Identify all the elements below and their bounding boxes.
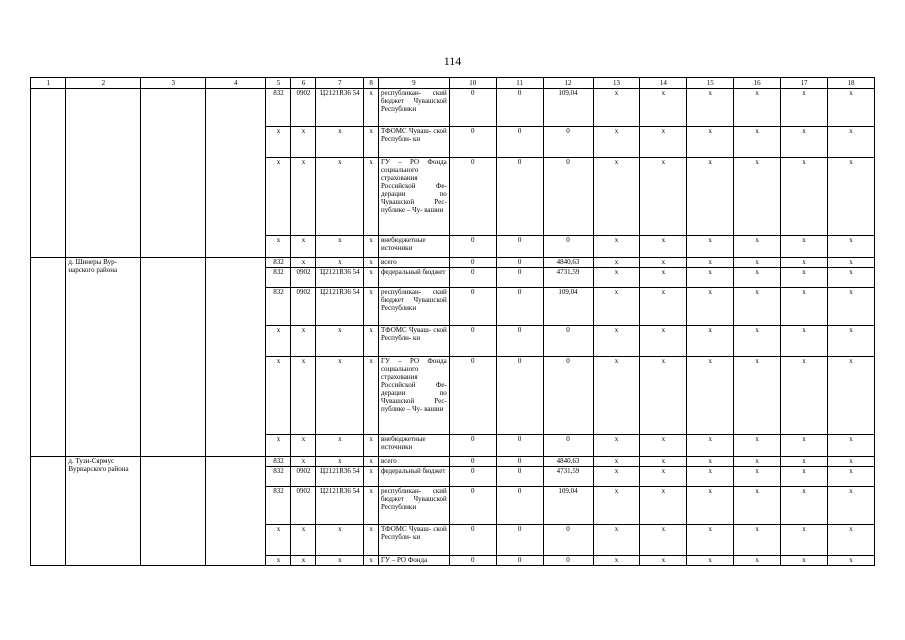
cell-grbs: 832	[266, 89, 291, 127]
settlement-name	[66, 89, 141, 258]
cell-x: x	[827, 268, 874, 288]
cell-type: x	[364, 525, 379, 556]
cell-col11: 0	[496, 158, 543, 236]
cell-grbs: 832	[266, 288, 291, 326]
col-1-cell	[31, 89, 66, 258]
cell-x: x	[593, 89, 640, 127]
cell-section: x	[291, 357, 316, 435]
cell-type: x	[364, 158, 379, 236]
cell-x: x	[687, 435, 734, 457]
cell-col10: 0	[449, 457, 496, 467]
header-cell: 13	[593, 78, 640, 89]
cell-target: Ц2121R36 54	[316, 89, 364, 127]
cell-col10: 0	[449, 435, 496, 457]
cell-x: x	[781, 357, 828, 435]
cell-x: x	[687, 457, 734, 467]
cell-x: x	[593, 326, 640, 357]
cell-x: x	[734, 435, 781, 457]
cell-x: x	[687, 326, 734, 357]
cell-col11: 0	[496, 556, 543, 566]
cell-x: x	[687, 288, 734, 326]
cell-grbs: 832	[266, 258, 291, 268]
cell-x: x	[593, 158, 640, 236]
cell-x: x	[593, 556, 640, 566]
cell-target: x	[316, 236, 364, 258]
cell-type: x	[364, 288, 379, 326]
cell-col10: 0	[449, 288, 496, 326]
cell-funding-source: ГУ – РО Фонда социального страхования Российской Фе- дерации по Чувашской Рес- публике – Чу- вашии	[378, 158, 449, 236]
cell-x: x	[640, 467, 687, 487]
cell-x: x	[827, 288, 874, 326]
cell-col12: 0	[543, 158, 593, 236]
cell-col11: 0	[496, 127, 543, 158]
cell-funding-source: всего	[378, 457, 449, 467]
col-3-cell	[141, 258, 206, 457]
cell-x: x	[827, 357, 874, 435]
cell-col10: 0	[449, 556, 496, 566]
settlement-name: д. Шинеры Вур- нарского района	[66, 258, 141, 457]
budget-table	[30, 77, 875, 566]
cell-x: x	[734, 357, 781, 435]
table-row	[31, 258, 875, 268]
cell-col10: 0	[449, 127, 496, 158]
cell-x: x	[640, 268, 687, 288]
cell-x: x	[734, 127, 781, 158]
table-body	[31, 78, 875, 566]
cell-col10: 0	[449, 525, 496, 556]
cell-x: x	[781, 258, 828, 268]
header-row	[31, 78, 875, 89]
cell-type: x	[364, 467, 379, 487]
header-cell: 4	[206, 78, 266, 89]
cell-x: x	[827, 127, 874, 158]
cell-col11: 0	[496, 487, 543, 525]
cell-col12: 4840,63	[543, 457, 593, 467]
cell-grbs: x	[266, 435, 291, 457]
cell-x: x	[734, 556, 781, 566]
cell-x: x	[734, 258, 781, 268]
header-cell: 10	[449, 78, 496, 89]
cell-target: Ц2121R36 54	[316, 268, 364, 288]
cell-col10: 0	[449, 326, 496, 357]
cell-type: x	[364, 326, 379, 357]
col-4-cell	[206, 258, 266, 457]
cell-grbs: x	[266, 127, 291, 158]
cell-x: x	[687, 487, 734, 525]
cell-target: x	[316, 258, 364, 268]
cell-grbs: x	[266, 525, 291, 556]
cell-x: x	[593, 127, 640, 158]
cell-col11: 0	[496, 457, 543, 467]
cell-x: x	[734, 158, 781, 236]
cell-x: x	[593, 357, 640, 435]
cell-grbs: x	[266, 158, 291, 236]
cell-funding-source: республикан- ский бюджет Чувашской Республики	[378, 288, 449, 326]
header-cell: 11	[496, 78, 543, 89]
cell-section: x	[291, 556, 316, 566]
cell-type: x	[364, 556, 379, 566]
cell-col11: 0	[496, 89, 543, 127]
header-cell: 12	[543, 78, 593, 89]
cell-funding-source: ТФОМС Чуваш- ской Республи- ки	[378, 525, 449, 556]
cell-col11: 0	[496, 326, 543, 357]
cell-x: x	[593, 258, 640, 268]
header-cell: 14	[640, 78, 687, 89]
cell-grbs: x	[266, 236, 291, 258]
cell-x: x	[593, 467, 640, 487]
cell-section: x	[291, 326, 316, 357]
cell-grbs: x	[266, 326, 291, 357]
cell-section: x	[291, 236, 316, 258]
cell-section: 0902	[291, 467, 316, 487]
cell-grbs: 832	[266, 457, 291, 467]
cell-type: x	[364, 236, 379, 258]
cell-section: 0902	[291, 89, 316, 127]
cell-section: x	[291, 127, 316, 158]
cell-col10: 0	[449, 158, 496, 236]
cell-col12: 109,04	[543, 487, 593, 525]
cell-col10: 0	[449, 487, 496, 525]
cell-col10: 0	[449, 258, 496, 268]
cell-target: Ц2121R36 54	[316, 487, 364, 525]
header-cell: 5	[266, 78, 291, 89]
cell-x: x	[593, 236, 640, 258]
cell-x: x	[687, 525, 734, 556]
cell-col12: 0	[543, 326, 593, 357]
cell-x: x	[781, 326, 828, 357]
cell-section: 0902	[291, 288, 316, 326]
cell-type: x	[364, 258, 379, 268]
cell-x: x	[734, 525, 781, 556]
cell-x: x	[827, 258, 874, 268]
cell-x: x	[593, 487, 640, 525]
cell-x: x	[734, 326, 781, 357]
cell-col11: 0	[496, 288, 543, 326]
cell-grbs: x	[266, 357, 291, 435]
col-1-cell	[31, 258, 66, 457]
cell-col12: 109,04	[543, 288, 593, 326]
table-row	[31, 457, 875, 467]
col-4-cell	[206, 89, 266, 258]
cell-col12: 4731,59	[543, 268, 593, 288]
cell-x: x	[687, 357, 734, 435]
cell-x: x	[687, 467, 734, 487]
cell-x: x	[640, 236, 687, 258]
cell-x: x	[593, 525, 640, 556]
cell-x: x	[827, 525, 874, 556]
cell-target: x	[316, 326, 364, 357]
cell-x: x	[687, 556, 734, 566]
cell-x: x	[687, 158, 734, 236]
cell-x: x	[640, 258, 687, 268]
cell-col12: 0	[543, 127, 593, 158]
header-cell: 2	[66, 78, 141, 89]
cell-grbs: 832	[266, 268, 291, 288]
cell-x: x	[827, 556, 874, 566]
cell-funding-source: ГУ – РО Фонда социального страхования Российской Фе- дерации по Чувашской Рес- публике – Чу- вашии	[378, 357, 449, 435]
col-1-cell	[31, 457, 66, 566]
header-cell: 18	[827, 78, 874, 89]
header-cell: 15	[687, 78, 734, 89]
cell-x: x	[640, 127, 687, 158]
cell-x: x	[781, 457, 828, 467]
cell-funding-source: ТФОМС Чуваш- ской Республи- ки	[378, 326, 449, 357]
cell-target: Ц2121R36 54	[316, 288, 364, 326]
cell-section: x	[291, 258, 316, 268]
cell-x: x	[827, 457, 874, 467]
cell-funding-source: всего	[378, 258, 449, 268]
cell-x: x	[827, 326, 874, 357]
cell-col10: 0	[449, 467, 496, 487]
cell-x: x	[827, 158, 874, 236]
cell-funding-source: федеральный бюджет	[378, 268, 449, 288]
cell-grbs: x	[266, 556, 291, 566]
cell-x: x	[827, 236, 874, 258]
cell-type: x	[364, 457, 379, 467]
settlement-name: д. Тузи-Сярмус Вурнарского района	[66, 457, 141, 566]
cell-target: x	[316, 457, 364, 467]
cell-x: x	[640, 525, 687, 556]
cell-target: x	[316, 556, 364, 566]
cell-x: x	[781, 268, 828, 288]
cell-x: x	[640, 326, 687, 357]
cell-x: x	[687, 236, 734, 258]
cell-x: x	[781, 158, 828, 236]
cell-funding-source: республикан- ский бюджет Чувашской Республики	[378, 89, 449, 127]
cell-x: x	[781, 89, 828, 127]
cell-x: x	[734, 236, 781, 258]
cell-x: x	[640, 435, 687, 457]
cell-x: x	[827, 487, 874, 525]
cell-x: x	[827, 467, 874, 487]
cell-x: x	[781, 487, 828, 525]
cell-section: x	[291, 525, 316, 556]
cell-section: x	[291, 158, 316, 236]
cell-type: x	[364, 435, 379, 457]
cell-type: x	[364, 487, 379, 525]
cell-funding-source: ГУ – РО Фонда	[378, 556, 449, 566]
cell-funding-source: внебюджетные источники	[378, 236, 449, 258]
cell-type: x	[364, 89, 379, 127]
cell-x: x	[640, 158, 687, 236]
col-3-cell	[141, 89, 206, 258]
cell-x: x	[734, 288, 781, 326]
cell-col11: 0	[496, 435, 543, 457]
cell-type: x	[364, 357, 379, 435]
cell-x: x	[593, 435, 640, 457]
cell-x: x	[781, 435, 828, 457]
page-number: 114	[443, 54, 462, 68]
cell-col10: 0	[449, 236, 496, 258]
cell-type: x	[364, 127, 379, 158]
cell-col12: 0	[543, 525, 593, 556]
cell-target: x	[316, 127, 364, 158]
cell-x: x	[593, 288, 640, 326]
cell-x: x	[640, 288, 687, 326]
header-cell: 3	[141, 78, 206, 89]
cell-x: x	[687, 89, 734, 127]
cell-col12: 0	[543, 357, 593, 435]
cell-funding-source: внебюджетные источники	[378, 435, 449, 457]
cell-col11: 0	[496, 236, 543, 258]
cell-col12: 109,04	[543, 89, 593, 127]
cell-col11: 0	[496, 268, 543, 288]
cell-x: x	[827, 89, 874, 127]
cell-x: x	[640, 357, 687, 435]
cell-grbs: 832	[266, 467, 291, 487]
cell-x: x	[734, 89, 781, 127]
cell-x: x	[687, 268, 734, 288]
cell-grbs: 832	[266, 487, 291, 525]
table-row	[31, 89, 875, 127]
cell-x: x	[593, 268, 640, 288]
cell-x: x	[781, 556, 828, 566]
cell-col10: 0	[449, 89, 496, 127]
cell-x: x	[781, 127, 828, 158]
cell-target: x	[316, 158, 364, 236]
cell-x: x	[827, 435, 874, 457]
cell-col11: 0	[496, 357, 543, 435]
cell-x: x	[734, 268, 781, 288]
cell-target: x	[316, 525, 364, 556]
header-cell: 6	[291, 78, 316, 89]
header-cell: 9	[378, 78, 449, 89]
cell-x: x	[781, 236, 828, 258]
cell-x: x	[593, 457, 640, 467]
cell-col12: 4731,59	[543, 467, 593, 487]
cell-target: Ц2121R36 54	[316, 467, 364, 487]
cell-x: x	[781, 288, 828, 326]
cell-col11: 0	[496, 467, 543, 487]
header-cell: 16	[734, 78, 781, 89]
cell-x: x	[687, 127, 734, 158]
cell-x: x	[734, 457, 781, 467]
cell-target: x	[316, 357, 364, 435]
cell-col10: 0	[449, 357, 496, 435]
cell-section: x	[291, 457, 316, 467]
cell-x: x	[781, 467, 828, 487]
cell-col10: 0	[449, 268, 496, 288]
col-3-cell	[141, 457, 206, 566]
cell-x: x	[687, 258, 734, 268]
cell-col12: 4840,63	[543, 258, 593, 268]
cell-col12: 0	[543, 236, 593, 258]
header-cell: 1	[31, 78, 66, 89]
header-cell: 17	[781, 78, 828, 89]
cell-target: x	[316, 435, 364, 457]
cell-x: x	[640, 556, 687, 566]
cell-x: x	[640, 89, 687, 127]
cell-col11: 0	[496, 258, 543, 268]
cell-x: x	[640, 487, 687, 525]
cell-col11: 0	[496, 525, 543, 556]
cell-type: x	[364, 268, 379, 288]
cell-funding-source: ТФОМС Чуваш- ской Республи- ки	[378, 127, 449, 158]
cell-funding-source: республикан- ский бюджет Чувашской Республики	[378, 487, 449, 525]
cell-x: x	[640, 457, 687, 467]
cell-x: x	[781, 525, 828, 556]
cell-section: 0902	[291, 487, 316, 525]
cell-col12: 0	[543, 435, 593, 457]
cell-section: x	[291, 435, 316, 457]
header-cell: 8	[364, 78, 379, 89]
cell-col12: 0	[543, 556, 593, 566]
cell-x: x	[734, 467, 781, 487]
cell-x: x	[734, 487, 781, 525]
header-cell: 7	[316, 78, 364, 89]
cell-funding-source: федеральный бюджет	[378, 467, 449, 487]
cell-section: 0902	[291, 268, 316, 288]
col-4-cell	[206, 457, 266, 566]
